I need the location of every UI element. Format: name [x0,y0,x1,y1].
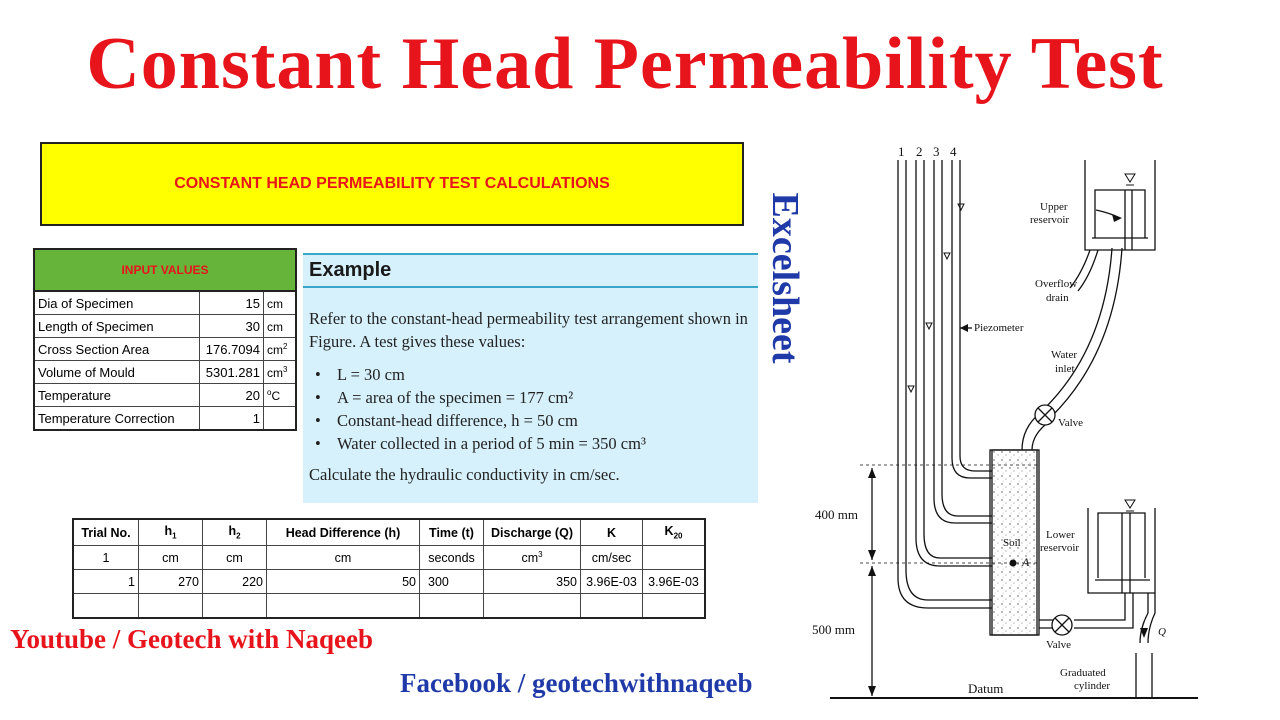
example-body [309,307,754,486]
lower-water-level-icon [1125,500,1135,508]
table-cell[interactable]: 3.96E-03 [643,570,706,594]
table-cell[interactable] [267,594,420,619]
piezometer-tube-4 [952,160,992,478]
col-header[interactable]: Trial No. [73,519,139,546]
table-cell[interactable] [203,594,267,619]
input-value[interactable]: 176.7094 [200,338,264,361]
upper-reservoir-label: reservoir [1030,214,1070,226]
table-cell[interactable] [484,594,581,619]
input-value[interactable]: 15 [200,291,264,315]
example-list [337,363,754,455]
list-item: • Constant-head difference, h = 50 cm [337,409,754,432]
input-unit[interactable] [264,407,297,431]
example-box [303,253,758,503]
col-header[interactable]: $h_1$ [139,519,203,546]
table-cell[interactable]: 1 [73,546,139,570]
datum-label: Datum [968,681,1004,696]
upper-reservoir-label: Upper [1040,201,1068,213]
table-row [34,315,296,338]
example-question: Calculate the hydraulic conductivity in cm/sec. [309,465,620,484]
soil-label: Soil [1003,537,1021,549]
col-header[interactable]: Head Difference (h) [267,519,420,546]
valve-label: Valve [1058,417,1084,429]
lower-reservoir-label: reservoir [1040,542,1080,554]
table-cell[interactable]: seconds [420,546,484,570]
input-label[interactable]: Cross Section Area [34,338,200,361]
col-header[interactable]: $h_2$ [203,519,267,546]
list-item: • L = 30 cm [337,363,754,386]
piezo-number: 2 [916,144,923,159]
input-label[interactable]: Length of Specimen [34,315,200,338]
table-header-row [73,519,705,546]
upper-water-level-icon [1125,174,1135,182]
excelsheet-label: Excelsheet [764,192,806,364]
youtube-link-text: Youtube / Geotech with Naqeeb [10,624,373,654]
dimension-400-label: 400 mm [815,507,858,522]
calculations-banner: CONSTANT HEAD PERMEABILITY TEST CALCULATIONS [40,142,744,226]
input-values-header: INPUT VALUES [34,249,296,291]
input-unit[interactable]: cm [264,315,297,338]
table-cell[interactable] [643,546,706,570]
results-table [72,518,706,619]
table-row [34,384,296,407]
graduated-cylinder-label: Graduated [1060,667,1106,679]
table-cell[interactable]: 50 [267,570,420,594]
graduated-cylinder-label: cylinder [1074,680,1111,692]
input-unit[interactable]: $cm^2$ [264,338,297,361]
table-cell[interactable]: cm [139,546,203,570]
lower-reservoir-label: Lower [1046,529,1075,541]
table-row [73,546,705,570]
table-cell[interactable]: cm [267,546,420,570]
example-rule [303,286,758,288]
input-unit[interactable]: cm [264,291,297,315]
input-label[interactable]: Temperature [34,384,200,407]
list-item: • A = area of the specimen = 177 cm² [337,386,754,409]
input-value[interactable]: 1 [200,407,264,431]
piezo-number: 4 [950,144,957,159]
table-cell[interactable]: 350 [484,570,581,594]
piezometer-label: Piezometer [974,322,1024,334]
overflow-drain-label: drain [1046,292,1069,304]
page-title: Constant Head Permeability Test [86,23,1164,105]
water-inlet-label: inlet [1055,363,1075,375]
table-cell[interactable]: 1 [73,570,139,594]
table-cell[interactable] [420,594,484,619]
valve-label: Valve [1046,639,1072,651]
table-cell[interactable]: 300 [420,570,484,594]
table-cell[interactable] [73,594,139,619]
piezometer-tube-1 [898,160,992,608]
overflow-drain-label: Overflow [1035,278,1078,290]
table-row [73,594,705,619]
table-row [34,361,296,384]
table-cell[interactable]: cm/sec [581,546,643,570]
piezometer-tube-2 [916,160,992,566]
input-label[interactable]: Volume of Mould [34,361,200,384]
discharge-q-label: Q [1158,626,1166,638]
table-cell[interactable] [139,594,203,619]
table-cell[interactable]: $cm^3$ [484,546,581,570]
input-label[interactable]: Dia of Specimen [34,291,200,315]
input-value[interactable]: 30 [200,315,264,338]
example-top-rule [303,253,758,255]
input-values-table [33,248,297,431]
point-a-label: A [1022,555,1030,569]
col-header[interactable]: K [581,519,643,546]
table-cell[interactable]: 270 [139,570,203,594]
input-label[interactable]: Temperature Correction [34,407,200,431]
piezo-number: 3 [933,144,940,159]
piezo-number: 1 [898,144,905,159]
col-header[interactable]: $K_{20}$ [643,519,706,546]
permeability-apparatus-diagram [800,138,1210,708]
input-value[interactable]: 20 [200,384,264,407]
table-row [34,407,296,431]
table-row [73,570,705,594]
list-item: • Water collected in a period of 5 min = 350 cm³ [337,432,754,455]
table-cell[interactable]: cm [203,546,267,570]
table-cell[interactable] [581,594,643,619]
col-header[interactable]: Discharge (Q) [484,519,581,546]
point-a-marker [1010,560,1017,567]
table-cell[interactable]: 220 [203,570,267,594]
table-row [34,291,296,315]
table-cell[interactable] [643,594,706,619]
example-intro: Refer to the constant-head permeability test arrangement shown in Figure. A test gives these values: [309,309,748,351]
table-cell[interactable]: 3.96E-03 [581,570,643,594]
dimension-500-label: 500 mm [812,622,855,637]
input-unit[interactable]: $^o$C [264,384,297,407]
table-row [34,338,296,361]
facebook-link-text: Facebook / geotechwithnaqeeb [400,668,753,698]
input-value[interactable]: 5301.281 [200,361,264,384]
piezometer-tube-3 [934,160,992,523]
col-header[interactable]: Time (t) [420,519,484,546]
water-inlet-label: Water [1051,349,1077,361]
input-unit[interactable]: $cm^3$ [264,361,297,384]
example-title: Example [309,259,392,281]
